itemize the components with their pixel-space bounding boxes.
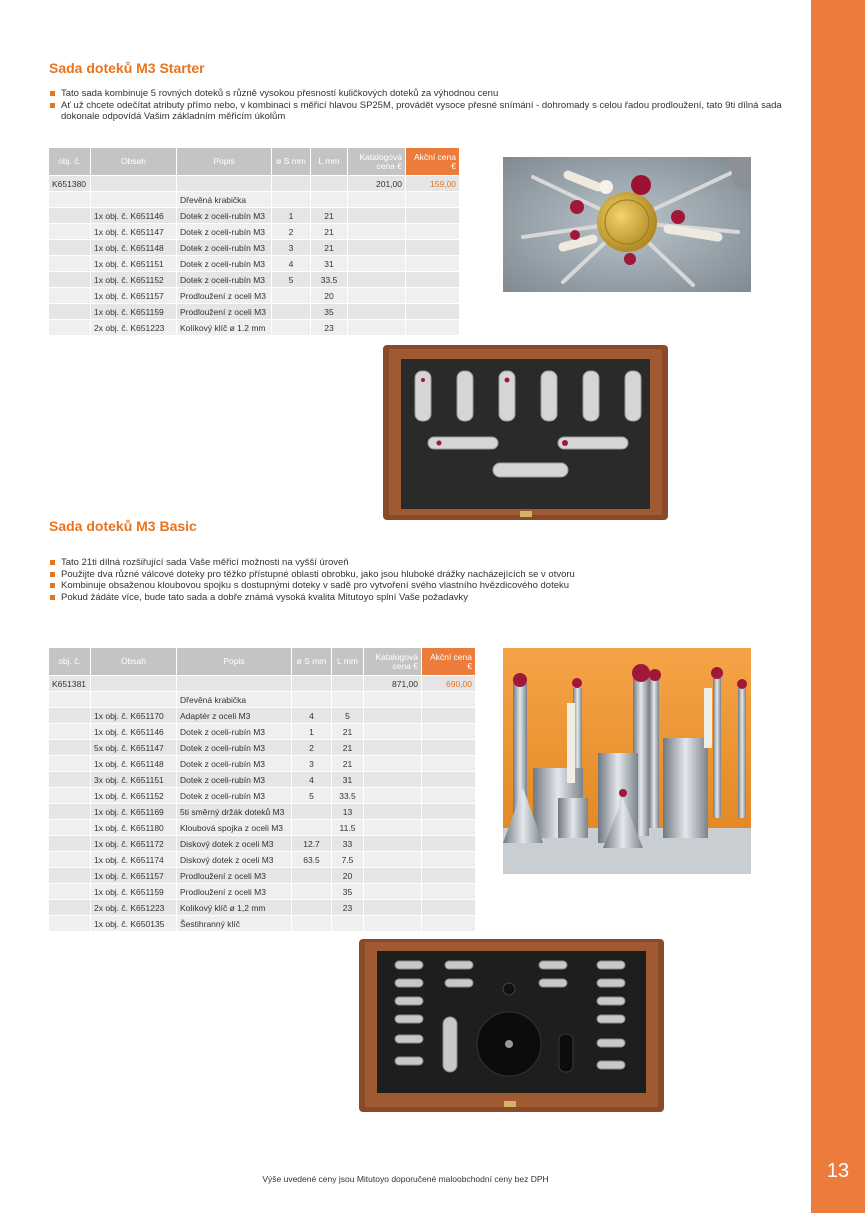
- cell-obsah: 1x obj. č. K651174: [91, 852, 177, 868]
- cell-s: 4: [272, 256, 311, 272]
- table-row: [49, 788, 476, 804]
- cell-akc: [422, 740, 476, 756]
- cell-kat: [364, 852, 422, 868]
- cell-akc: [422, 788, 476, 804]
- cell-obj: [49, 256, 91, 272]
- header-katalog: Katalogová cena €: [348, 148, 406, 176]
- cell-s: 5: [272, 272, 311, 288]
- header-akcni: Akční cena €: [406, 148, 460, 176]
- cell-l: 5: [332, 708, 364, 724]
- cell-kat: [364, 756, 422, 772]
- cell-kat: [364, 868, 422, 884]
- cell-akc: [406, 320, 460, 336]
- cell-popis: Dřevěná krabička: [177, 192, 272, 208]
- cell-obj: [49, 884, 91, 900]
- cell-kat: [348, 272, 406, 288]
- cell-s: 1: [272, 208, 311, 224]
- header-obsah: Obsah: [91, 148, 177, 176]
- cell-s: [272, 304, 311, 320]
- cell-popis: Kolíkový klíč ø 1,2 mm: [177, 900, 292, 916]
- cell-obj: [49, 772, 91, 788]
- cell-s: [272, 320, 311, 336]
- starter-case-photo: [383, 345, 668, 520]
- cell-akc: [406, 192, 460, 208]
- cell-popis: Dotek z oceli-rubín M3: [177, 772, 292, 788]
- cell-obsah: 1x obj. č. K650135: [91, 916, 177, 932]
- cell-l: 13: [332, 804, 364, 820]
- cell-kat: [364, 740, 422, 756]
- cell-popis: Dotek z oceli-rubín M3: [177, 240, 272, 256]
- table-row: [49, 820, 476, 836]
- table-row: [49, 692, 476, 708]
- cell-kat: [364, 884, 422, 900]
- cell-obsah: 2x obj. č. K651223: [91, 900, 177, 916]
- cell-obj: [49, 756, 91, 772]
- cell-l: 21: [311, 208, 348, 224]
- cell-l: 31: [311, 256, 348, 272]
- table-row: [49, 724, 476, 740]
- cell-obj: [49, 868, 91, 884]
- cell-popis: Kloubová spojka z oceli M3: [177, 820, 292, 836]
- cell-popis: Prodloužení z oceli M3: [177, 288, 272, 304]
- cell-s: 5: [292, 788, 332, 804]
- cell-s: 12.7: [292, 836, 332, 852]
- cell-l: 33: [332, 836, 364, 852]
- footer-note: Výše uvedené ceny jsou Mitutoyo doporučené maloobchodní ceny bez DPH: [262, 1174, 549, 1184]
- cell-s: 3: [272, 240, 311, 256]
- cell-popis: Dotek z oceli-rubín M3: [177, 256, 272, 272]
- header-obj: obj. č.: [49, 148, 91, 176]
- table-row: [49, 852, 476, 868]
- cell-popis: Prodloužení z oceli M3: [177, 868, 292, 884]
- cell-l: 33.5: [332, 788, 364, 804]
- cell-l: 21: [332, 724, 364, 740]
- cell-kat: [364, 820, 422, 836]
- side-strip: [811, 0, 865, 1213]
- cell-l: 33.5: [311, 272, 348, 288]
- cell-akc: 690,00: [422, 676, 476, 692]
- cell-kat: [364, 724, 422, 740]
- page-number: 13: [826, 1160, 850, 1182]
- cell-kat: [364, 804, 422, 820]
- cell-l: 23: [311, 320, 348, 336]
- cell-akc: [422, 836, 476, 852]
- cell-obsah: 1x obj. č. K651157: [91, 868, 177, 884]
- cell-obj: [49, 708, 91, 724]
- cell-obj: [49, 900, 91, 916]
- probes-photo: [503, 157, 751, 292]
- cell-akc: [406, 240, 460, 256]
- cell-popis: Kolíkový klíč ø 1.2 mm: [177, 320, 272, 336]
- cell-obj: [49, 804, 91, 820]
- table-row: [49, 288, 460, 304]
- cell-obj: [49, 240, 91, 256]
- cell-popis: Prodloužení z oceli M3: [177, 884, 292, 900]
- cell-obj: [49, 836, 91, 852]
- cell-kat: [364, 708, 422, 724]
- cell-s: [292, 884, 332, 900]
- cell-popis: Dotek z oceli-rubín M3: [177, 208, 272, 224]
- cell-obsah: [91, 692, 177, 708]
- cell-obj: [49, 852, 91, 868]
- cell-s: 4: [292, 708, 332, 724]
- cell-obsah: 1x obj. č. K651151: [91, 256, 177, 272]
- cell-s: [272, 176, 311, 192]
- cell-s: 63.5: [292, 852, 332, 868]
- cell-akc: [422, 916, 476, 932]
- cell-s: [292, 692, 332, 708]
- cell-obsah: 1x obj. č. K651170: [91, 708, 177, 724]
- cell-l: 7.5: [332, 852, 364, 868]
- cell-l: [311, 176, 348, 192]
- table-row: [49, 836, 476, 852]
- starter-title: Sada doteků M3 Starter: [49, 60, 205, 76]
- bullet-item: Tato sada kombinuje 5 rovných doteků s různě vysokou přesností kuličkových doteků za výhodnou cenu: [49, 88, 789, 100]
- bullet-item: Kombinuje obsaženou kloubovou spojku s dostupnými doteky v sadě pro vytvoření svého vlastního hvězdicového doteku: [49, 580, 789, 592]
- table-row: [49, 208, 460, 224]
- starter-table: [48, 147, 460, 336]
- header-popis: Popis: [177, 148, 272, 176]
- cell-obj: K651381: [49, 676, 91, 692]
- cell-s: [292, 916, 332, 932]
- cell-s: 2: [292, 740, 332, 756]
- cell-obsah: 1x obj. č. K651180: [91, 820, 177, 836]
- cell-akc: [422, 900, 476, 916]
- cell-akc: [406, 208, 460, 224]
- table-row: [49, 304, 460, 320]
- cell-popis: Diskový dotek z oceli M3: [177, 836, 292, 852]
- table-row: [49, 708, 476, 724]
- cell-popis: 5ti směrný držák doteků M3: [177, 804, 292, 820]
- cell-s: [292, 820, 332, 836]
- header-l: L mm: [332, 648, 364, 676]
- cell-obsah: 1x obj. č. K651157: [91, 288, 177, 304]
- cell-obj: [49, 192, 91, 208]
- cell-obsah: [91, 176, 177, 192]
- starter-bullets: [49, 88, 789, 123]
- cell-kat: [364, 788, 422, 804]
- basic-title: Sada doteků M3 Basic: [49, 518, 197, 534]
- cell-popis: Šestihranný klíč: [177, 916, 292, 932]
- table-row: [49, 192, 460, 208]
- header-obj: obj. č.: [49, 648, 91, 676]
- cell-kat: [348, 256, 406, 272]
- header-s: ø S mm: [292, 648, 332, 676]
- cell-akc: [422, 820, 476, 836]
- cell-obj: [49, 740, 91, 756]
- cell-obsah: [91, 676, 177, 692]
- bullet-item: Tato 21ti dílná rozšiřující sada Vaše měřicí možnosti na vyšší úroveň: [49, 557, 789, 569]
- cell-l: 20: [311, 288, 348, 304]
- cell-obsah: 1x obj. č. K651159: [91, 884, 177, 900]
- table-row: [49, 740, 476, 756]
- cell-l: [332, 916, 364, 932]
- cell-l: 35: [332, 884, 364, 900]
- cell-akc: [422, 804, 476, 820]
- cell-akc: [422, 756, 476, 772]
- cell-popis: Dotek z oceli-rubín M3: [177, 756, 292, 772]
- table-row: [49, 804, 476, 820]
- cell-l: 20: [332, 868, 364, 884]
- cell-obsah: [91, 192, 177, 208]
- cell-obj: [49, 692, 91, 708]
- cell-kat: 201,00: [348, 176, 406, 192]
- cell-obsah: 1x obj. č. K651152: [91, 788, 177, 804]
- cell-obj: [49, 724, 91, 740]
- cell-popis: Diskový dotek z oceli M3: [177, 852, 292, 868]
- header-l: L mm: [311, 148, 348, 176]
- cell-akc: 159,00: [406, 176, 460, 192]
- cell-obj: [49, 304, 91, 320]
- cell-obsah: 5x obj. č. K651147: [91, 740, 177, 756]
- cell-obsah: 1x obj. č. K651169: [91, 804, 177, 820]
- cell-akc: [406, 224, 460, 240]
- cell-obsah: 1x obj. č. K651146: [91, 208, 177, 224]
- table-row: [49, 256, 460, 272]
- cell-s: [272, 192, 311, 208]
- cell-akc: [422, 724, 476, 740]
- table-row: [49, 756, 476, 772]
- cell-popis: Dřevěná krabička: [177, 692, 292, 708]
- cell-obj: [49, 788, 91, 804]
- cell-l: 35: [311, 304, 348, 320]
- cell-s: [292, 900, 332, 916]
- cell-akc: [422, 692, 476, 708]
- table-row: [49, 224, 460, 240]
- cell-kat: [348, 240, 406, 256]
- table-row: [49, 176, 460, 192]
- cell-s: [292, 676, 332, 692]
- cell-kat: [348, 320, 406, 336]
- cell-akc: [406, 288, 460, 304]
- cell-s: 4: [292, 772, 332, 788]
- cell-l: 21: [332, 740, 364, 756]
- table-row: [49, 772, 476, 788]
- header-akcni: Akční cena €: [422, 648, 476, 676]
- cell-akc: [422, 868, 476, 884]
- cell-obj: [49, 916, 91, 932]
- cell-s: 1: [292, 724, 332, 740]
- cell-kat: [364, 692, 422, 708]
- cell-popis: Dotek z oceli-rubín M3: [177, 272, 272, 288]
- cell-l: [311, 192, 348, 208]
- cell-l: 23: [332, 900, 364, 916]
- table-row: [49, 320, 460, 336]
- cell-s: 3: [292, 756, 332, 772]
- cell-popis: Dotek z oceli-rubín M3: [177, 224, 272, 240]
- cell-popis: [177, 676, 292, 692]
- probe-assortment-photo: [503, 648, 751, 874]
- cell-l: [332, 692, 364, 708]
- cell-kat: 871,00: [364, 676, 422, 692]
- bullet-item: Použijte dva různé válcové doteky pro těžko přístupné oblasti obrobku, jako jsou hluboké drážky nacházejících se v otvoru: [49, 569, 789, 581]
- cell-l: 21: [332, 756, 364, 772]
- cell-popis: Dotek z oceli-rubín M3: [177, 724, 292, 740]
- cell-kat: [348, 224, 406, 240]
- basic-table: [48, 647, 476, 932]
- cell-kat: [348, 288, 406, 304]
- cell-popis: Prodloužení z oceli M3: [177, 304, 272, 320]
- cell-kat: [364, 916, 422, 932]
- cell-popis: Dotek z oceli-rubín M3: [177, 740, 292, 756]
- cell-obsah: 1x obj. č. K651172: [91, 836, 177, 852]
- cell-l: 11.5: [332, 820, 364, 836]
- cell-obsah: 1x obj. č. K651148: [91, 240, 177, 256]
- cell-akc: [422, 852, 476, 868]
- cell-popis: [177, 176, 272, 192]
- table-row: [49, 916, 476, 932]
- cell-obj: K651380: [49, 176, 91, 192]
- cell-l: [332, 676, 364, 692]
- cell-popis: Adaptér z oceli M3: [177, 708, 292, 724]
- cell-l: 31: [332, 772, 364, 788]
- table-row: [49, 900, 476, 916]
- cell-s: [272, 288, 311, 304]
- cell-obsah: 2x obj. č. K651223: [91, 320, 177, 336]
- header-popis: Popis: [177, 648, 292, 676]
- cell-obj: [49, 820, 91, 836]
- cell-obsah: 1x obj. č. K651159: [91, 304, 177, 320]
- table-row: [49, 868, 476, 884]
- cell-kat: [364, 900, 422, 916]
- cell-obsah: 1x obj. č. K651148: [91, 756, 177, 772]
- cell-kat: [348, 304, 406, 320]
- cell-akc: [406, 304, 460, 320]
- cell-obj: [49, 288, 91, 304]
- cell-akc: [422, 708, 476, 724]
- cell-s: 2: [272, 224, 311, 240]
- cell-s: [292, 868, 332, 884]
- table-row: [49, 676, 476, 692]
- cell-akc: [406, 272, 460, 288]
- cell-kat: [348, 192, 406, 208]
- cell-s: [292, 804, 332, 820]
- cell-obsah: 1x obj. č. K651152: [91, 272, 177, 288]
- bullet-item: Ať už chcete odečítat atributy přímo nebo, v kombinaci s měřicí hlavou SP25M, provádět vysoce přesné snímání - dohromady s celou řadou prodloužení, tato 9ti dílná sada dokonale odpovídá Vašim základním měřicím úkolům: [49, 100, 789, 123]
- table-row: [49, 884, 476, 900]
- cell-l: 21: [311, 224, 348, 240]
- basic-case-photo: [359, 939, 664, 1112]
- header-katalog: Katalogová cena €: [364, 648, 422, 676]
- cell-obj: [49, 224, 91, 240]
- cell-obsah: 1x obj. č. K651146: [91, 724, 177, 740]
- cell-akc: [422, 772, 476, 788]
- cell-kat: [364, 772, 422, 788]
- bullet-item: Pokud žádáte více, bude tato sada a dobře známá vysoká kvalita Mitutoyo splní Vaše požadavky: [49, 592, 789, 604]
- cell-l: 21: [311, 240, 348, 256]
- basic-bullets: [49, 557, 789, 603]
- cell-obsah: 1x obj. č. K651147: [91, 224, 177, 240]
- table-row: [49, 240, 460, 256]
- cell-obsah: 3x obj. č. K651151: [91, 772, 177, 788]
- header-s: ø S mm: [272, 148, 311, 176]
- table-row: [49, 272, 460, 288]
- cell-obj: [49, 208, 91, 224]
- header-obsah: Obsah: [91, 648, 177, 676]
- cell-kat: [364, 836, 422, 852]
- cell-popis: Dotek z oceli-rubín M3: [177, 788, 292, 804]
- cell-obj: [49, 272, 91, 288]
- cell-obj: [49, 320, 91, 336]
- cell-akc: [406, 256, 460, 272]
- cell-akc: [422, 884, 476, 900]
- cell-kat: [348, 208, 406, 224]
